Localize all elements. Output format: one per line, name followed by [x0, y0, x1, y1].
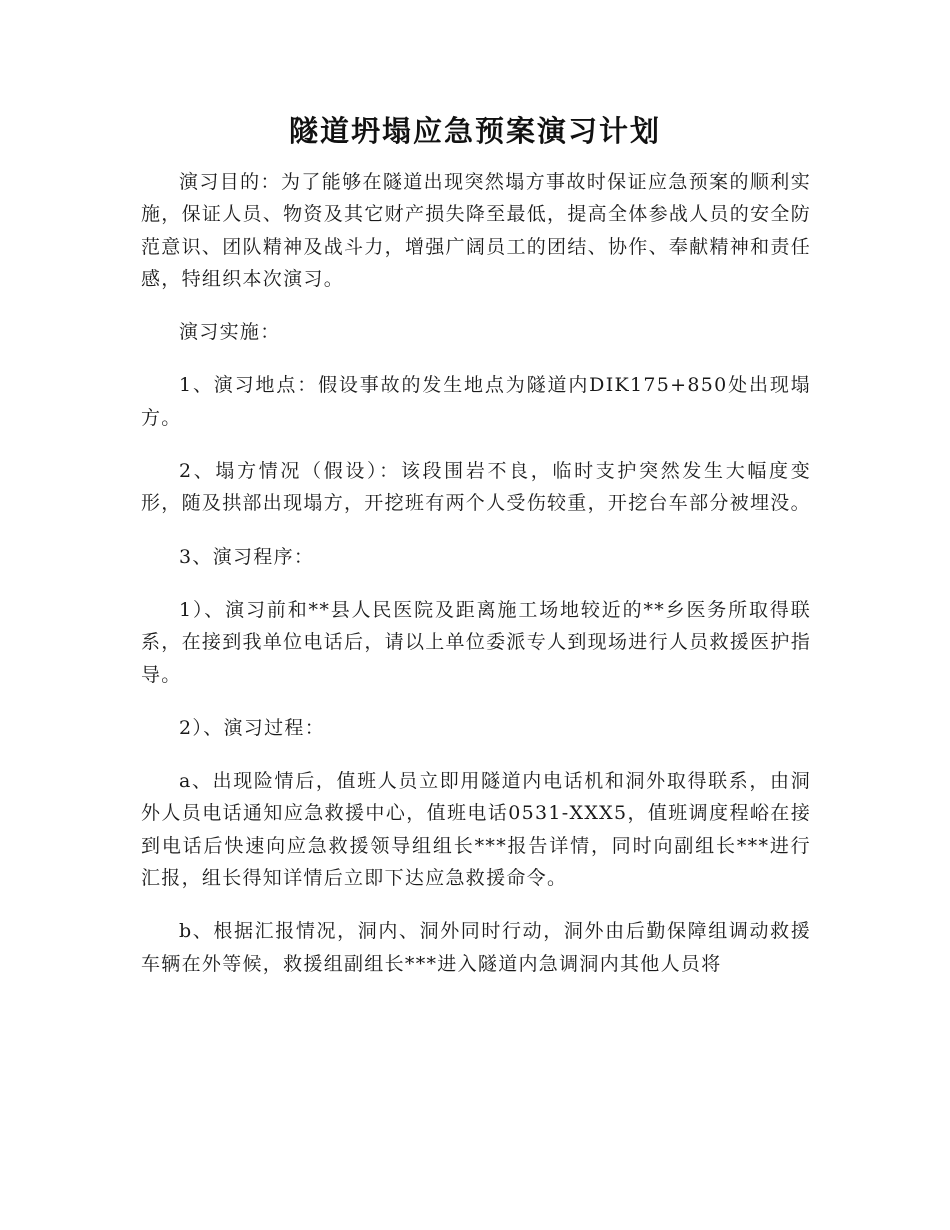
paragraph-procedure-heading: 3、演习程序： — [179, 545, 315, 568]
paragraph-collapse-situation: 2、塌方情况（假设）：该段围岩不良，临时支护突然发生大幅度变形，随及拱部出现塌方，开挖班有两个人受伤较重，开挖台车部分被埋没。 — [141, 460, 811, 515]
document-title: 隧道坍塌应急预案演习计划 — [288, 114, 661, 148]
paragraph-step-b: b、根据汇报情况，洞内、洞外同时行动，洞外由后勤保障组调动救援车辆在外等候，救援组副组长***进入隧道内急调洞内其他人员将 — [141, 920, 811, 975]
paragraph-process-heading: 2）、演习过程： — [179, 716, 325, 739]
paragraph-implementation-heading: 演习实施： — [179, 321, 281, 344]
paragraph-pre-drill-contact: 1）、演习前和**县人民医院及距离施工场地较近的**乡医务所取得联系，在接到我单位电话后，请以上单位委派专人到现场进行人员救援医护指导。 — [141, 598, 811, 686]
paragraph-purpose: 演习目的：为了能够在隧道出现突然塌方事故时保证应急预案的顺利实施，保证人员、物资及其它财产损失降至最低，提高全体参战人员的安全防范意识、团队精神及战斗力，增强广阔员工的团结、协作、奉献精神和责任感，特组织本次演习。 — [141, 171, 811, 290]
paragraph-location: 1、演习地点：假设事故的发生地点为隧道内DIK175+850处出现塌方。 — [141, 374, 811, 429]
paragraph-step-a: a、出现险情后，值班人员立即用隧道内电话机和洞外取得联系，由洞外人员电话通知应急救援中心，值班电话0531-XXX5，值班调度程峪在接到电话后快速向应急救援领导组组长***报告详情，同时向副组长***进行汇报，组长得知详情后立即下达应急救援命令。 — [141, 770, 811, 890]
document-body — [141, 166, 811, 1001]
